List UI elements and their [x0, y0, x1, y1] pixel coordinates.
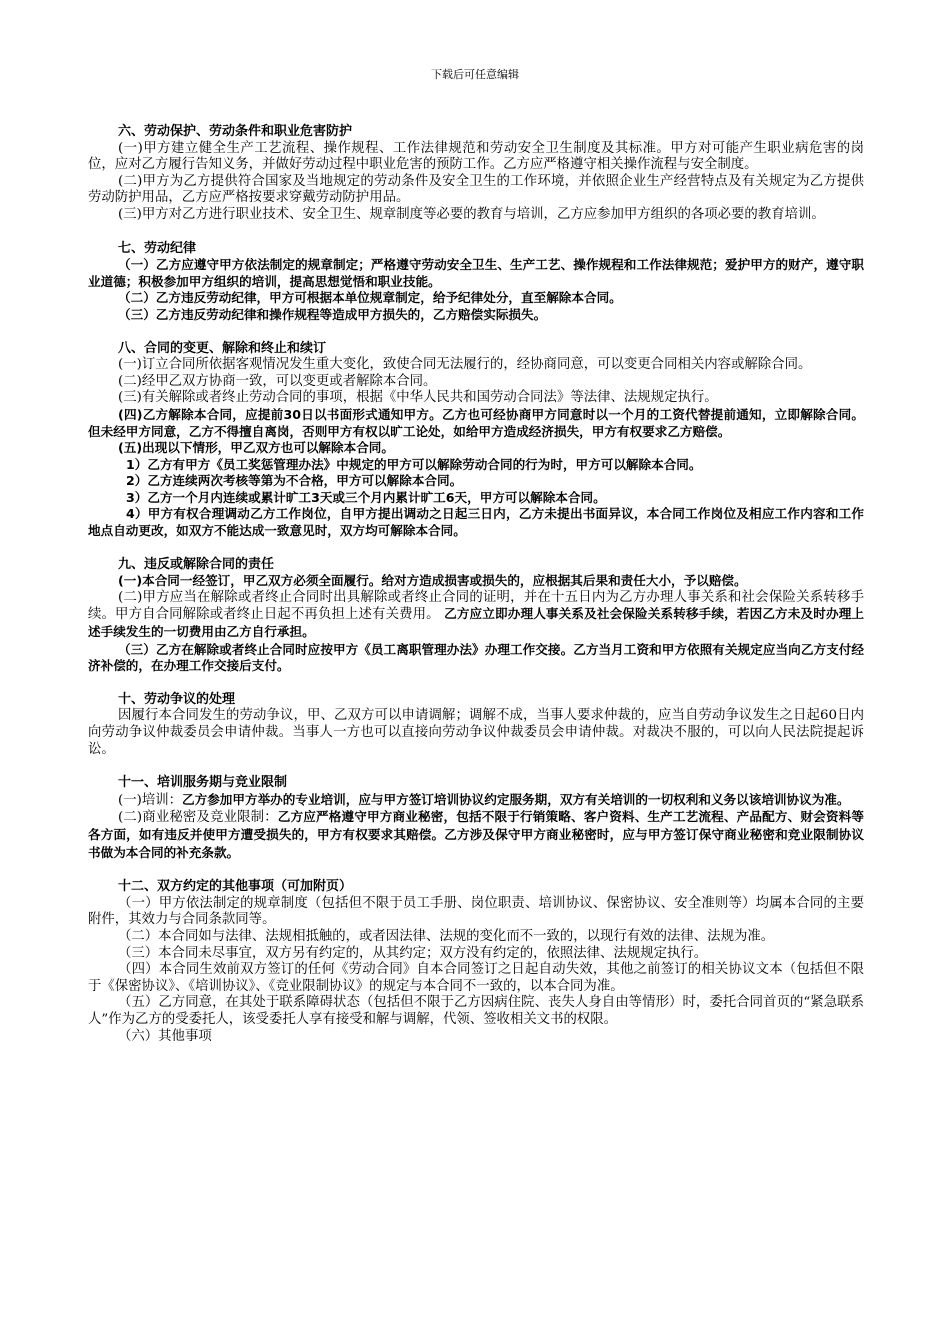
section-7-para-3: （三）乙方违反劳动纪律和操作规程等造成甲方损失的，乙方赔偿实际损失。	[118, 306, 547, 322]
section-12-title: 十二、双方约定的其他事项（可加附页）	[118, 879, 353, 895]
section-8-item-4: 4）甲方有权合理调动乙方工作岗位，自甲方提出调动之日起三日内，乙方未提出书面异议，本合同工作岗位及相应工作内容和工作地点自动更改，如双方不能达成一致意见时，双方均可解除本合同。	[88, 506, 864, 539]
section-11-para-2-label: (二)商业秘密及竞业限制：	[118, 810, 278, 826]
section-6-title: 六、劳动保护、劳动条件和职业危害防护	[118, 124, 353, 139]
section-8-item-1: 1）乙方有甲方《员工奖惩管理办法》中规定的甲方可以解除劳动合同的行为时，甲方可以解除本合同。	[126, 456, 702, 472]
section-11-title: 十一、培训服务期与竞业限制	[118, 775, 288, 791]
section-8-para-2: (二)经甲乙双方协商一致，可以变更或者解除本合同。	[118, 373, 437, 389]
section-8-para-1: (一)订立合同所依据客观情况发生重大变化，致使合同无法履行的，经协商同意，可以变更合同相关内容或解除合同。	[118, 357, 812, 373]
section-6-para-2: (二)甲方为乙方提供符合国家及当地规定的劳动条件及安全卫生的工作环境，并依照企业生产经营特点及有关规定为乙方提供劳动防护用品，乙方应严格按要求穿戴劳动防护用品。	[88, 173, 864, 206]
section-gap	[88, 862, 864, 879]
section-6-para-3: (三)甲方对乙方进行职业技术、安全卫生、规章制度等必要的教育与培训，乙方应参加甲方组织的各项必要的教育培训。	[118, 206, 825, 222]
section-6-para-1: (一)甲方建立健全生产工艺流程、操作规程、工作法律规范和劳动安全卫生制度及其标准。甲方对可能产生职业病危害的岗位，应对乙方履行告知义务，并做好劳动过程中职业危害的预防工作。乙方应严格遵守相关操作流程与安全制度。	[88, 140, 864, 173]
section-11-para-1-label: (一)培训：	[118, 792, 183, 808]
section-gap	[88, 324, 864, 341]
section-12-para-3: （三）本合同未尽事宜，双方另有约定的，从其约定；双方没有约定的，依照法律、法规规定执行。	[118, 945, 708, 961]
header-note: 下载后可任意编辑	[431, 68, 519, 81]
section-11-para-2	[88, 809, 864, 862]
section-12-para-5: （五）乙方同意，在其处于联系障碍状态（包括但不限于乙方因病住院、丧失人身自由等情形）时，委托合同首页的“紧急联系人”作为乙方的受委托人，该受委托人享有接受和解与调解，代领、签收相关文书的权限。	[88, 995, 864, 1027]
section-9-para-2-bold: 乙方应立即办理人事关系及社会保险关系转移手续，若因乙方未及时办理上述手续发生的一切费用由乙方自行承担。	[88, 606, 865, 640]
section-7-title: 七、劳动纪律	[118, 240, 197, 256]
section-10-title: 十、劳动争议的处理	[118, 691, 236, 707]
section-8-item-3: 3）乙方一个月内连续或累计旷工3天或三个月内累计旷工6天，甲方可以解除本合同。	[126, 489, 606, 505]
section-gap	[88, 540, 864, 557]
section-10-para-1: 因履行本合同发生的劳动争议，甲、乙双方可以申请调解；调解不成，当事人要求仲裁的，应当自劳动争议发生之日起60日内向劳动争议仲裁委员会申请仲裁。当事人一方也可以直接向劳动争议仲裁委员会申请仲裁。对裁决不服的，可以向人民法院提起诉讼。	[88, 708, 864, 757]
section-11-para-1	[88, 792, 864, 810]
section-12-para-2: （二）本合同如与法律、法规相抵触的，或者因法律、法规的变化而不一致的，以现行有效的法律、法规为准。	[118, 928, 775, 944]
section-8-title: 八、合同的变更、解除和终止和续订	[118, 340, 327, 356]
section-7-para-2: （二）乙方违反劳动纪律，甲方可根据本单位规章制定，给予纪律处分，直至解除本合同。	[118, 290, 622, 306]
section-7-para-1: （一）乙方应遵守甲方依法制定的规章制定；严格遵守劳动安全卫生、生产工艺、操作规程和工作法律规范；爱护甲方的财产，遵守职业道德；积极参加甲方组织的培训，提高思想觉悟和职业技能。	[88, 257, 864, 289]
section-8-para-3: (三)有关解除或者终止劳动合同的事项，根据《中华人民共和国劳动合同法》等法律、法规规定执行。	[118, 390, 718, 406]
section-8-para-4: (四)乙方解除本合同，应提前30日以书面形式通知甲方。乙方也可经协商甲方同意时以一个月的工资代替提前通知，立即解除合同。但未经甲方同意，乙方不得擅自离岗，否则甲方有权以旷工论处，如给甲方造成经济损失，甲方有权要求乙方赔偿。	[88, 406, 864, 439]
section-gap	[88, 675, 864, 692]
section-9-para-2	[88, 590, 864, 642]
section-11-para-2-bold: 乙方应严格遵守甲方商业秘密，包括不限于行销策略、客户资料、生产工艺流程、产品配方、财会资料等各方面，如有违反并使甲方遭受损失的，甲方有权要求其赔偿。乙方涉及保守甲方商业秘密时，应与甲方签订保守商业秘密和竞业限制协议书做为本合同的补充条款。	[88, 809, 864, 860]
section-12-para-4: （四）本合同生效前双方签订的任何《劳动合同》自本合同签订之日起自动失效，其他之前签订的相关协议文本（包括但不限于《保密协议》、《培训协议》、《竞业限制协议》的规定与本合同不一致的，以本合同为准。	[88, 962, 864, 994]
section-9-para-2-normal: (二)甲方应当在解除或者终止合同时出具解除或者终止合同的证明，并在十五日内为乙方办理人事关系和社会保险关系转移手续。甲方自合同解除或者终止日起不再负担上述有关费用。	[88, 589, 864, 623]
contract-body	[88, 124, 864, 1045]
section-8-item-2: 2）乙方连续两次考核等第为不合格，甲方可以解除本合同。	[126, 473, 463, 489]
section-12-para-1: （一）甲方依法制定的规章制度（包括但不限于员工手册、岗位职责、培训协议、保密协议、安全准则等）均属本合同的主要附件，其效力与合同条款同等。	[88, 895, 864, 928]
section-8-para-5: (五)出现以下情形，甲乙双方也可以解除本合同。	[118, 440, 394, 456]
section-9-para-3: （三）乙方在解除或者终止合同时应按甲方《员工离职管理办法》办理工作交接。乙方当月工资和甲方依照有关规定应当向乙方支付经济补偿的，在办理工作交接后支付。	[88, 641, 864, 674]
section-9-title: 九、违反或解除合同的责任	[118, 556, 275, 572]
section-12-para-6: （六）其他事项	[118, 1028, 212, 1044]
section-gap	[88, 224, 864, 241]
section-9-para-1: (一)本合同一经签订，甲乙双方必须全面履行。给对方造成损害或损失的，应根据其后果和责任大小，予以赔偿。	[118, 573, 747, 589]
section-11-para-1-bold: 乙方参加甲方举办的专业培训，应与甲方签订培训协议约定服务期，双方有关培训的一切权利和义务以该培训协议为准。	[182, 791, 850, 807]
section-gap	[88, 758, 864, 775]
